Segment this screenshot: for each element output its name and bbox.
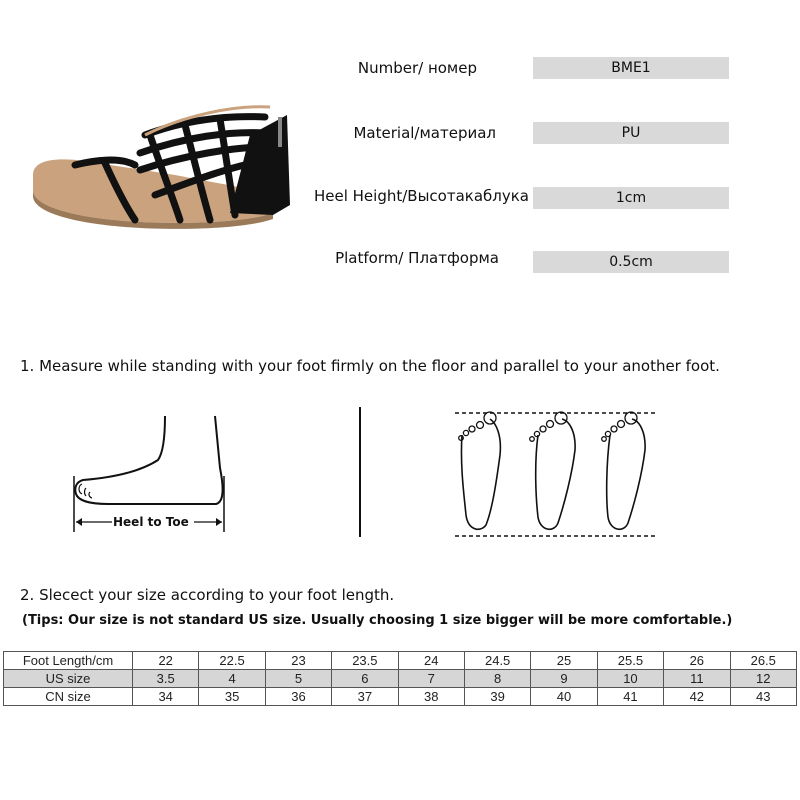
table-cell: 24.5	[464, 652, 530, 670]
table-cell: 9	[531, 670, 597, 688]
table-cell: 35	[199, 688, 265, 706]
heel-to-toe-label: Heel to Toe	[113, 515, 189, 529]
table-cell: 42	[664, 688, 730, 706]
table-cell: 12	[730, 670, 796, 688]
table-cell: 5	[265, 670, 331, 688]
spec-label: Number/ номер	[357, 59, 477, 77]
table-cell: 24	[398, 652, 464, 670]
table-cell: 34	[133, 688, 199, 706]
sandal-product-image	[25, 95, 300, 235]
table-cell: 25	[531, 652, 597, 670]
size-chart-table	[3, 651, 797, 706]
feet-top-diagram	[450, 405, 660, 540]
tips-note: (Tips: Our size is not standard US size. Usually choosing 1 size bigger will be more comfortable.)	[22, 613, 733, 628]
spec-label: Material/материал	[353, 124, 496, 142]
row-header: US size	[4, 670, 133, 688]
table-cell: 23.5	[332, 652, 398, 670]
spec-value: 0.5cm	[533, 251, 729, 273]
table-cell: 22	[133, 652, 199, 670]
table-cell: 38	[398, 688, 464, 706]
row-header: Foot Length/cm	[4, 652, 133, 670]
table-cell: 7	[398, 670, 464, 688]
table-cell: 41	[597, 688, 663, 706]
table-cell: 22.5	[199, 652, 265, 670]
spec-value: BME1	[533, 57, 729, 79]
table-cell: 11	[664, 670, 730, 688]
table-cell: 43	[730, 688, 796, 706]
table-cell: 26.5	[730, 652, 796, 670]
divider	[359, 407, 361, 537]
table-cell: 40	[531, 688, 597, 706]
row-header: CN size	[4, 688, 133, 706]
spec-value: 1cm	[533, 187, 729, 209]
table-row	[4, 688, 797, 706]
table-cell: 4	[199, 670, 265, 688]
table-cell: 26	[664, 652, 730, 670]
spec-label: Heel Height/Высотакаблука	[313, 187, 529, 205]
step1-instruction: 1. Measure while standing with your foot firmly on the floor and parallel to your another foot.	[20, 357, 720, 375]
table-cell: 25.5	[597, 652, 663, 670]
step2-instruction: 2. Slecect your size according to your foot length.	[20, 586, 395, 604]
table-cell: 10	[597, 670, 663, 688]
table-cell: 23	[265, 652, 331, 670]
table-cell: 36	[265, 688, 331, 706]
table-row	[4, 670, 797, 688]
table-cell: 39	[464, 688, 530, 706]
spec-value: PU	[533, 122, 729, 144]
table-cell: 8	[464, 670, 530, 688]
table-cell: 37	[332, 688, 398, 706]
table-cell: 3.5	[133, 670, 199, 688]
table-row	[4, 652, 797, 670]
spec-label: Platform/ Платформа	[335, 249, 499, 267]
table-cell: 6	[332, 670, 398, 688]
